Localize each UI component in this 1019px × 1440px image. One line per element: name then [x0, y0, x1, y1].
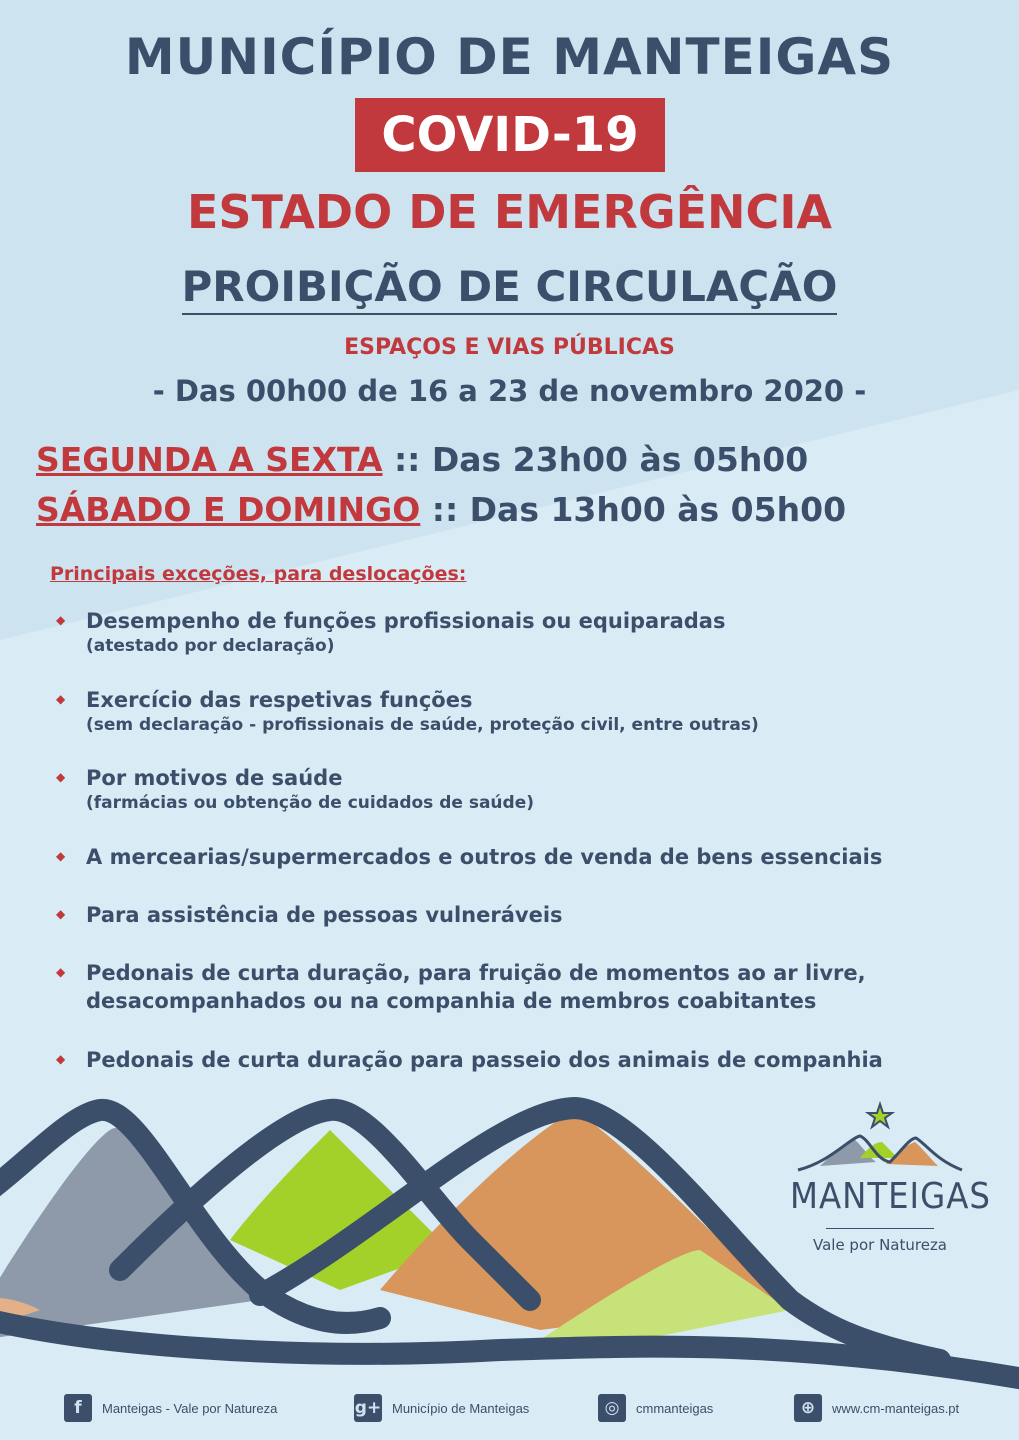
schedule-day: SEGUNDA A SEXTA	[36, 440, 383, 479]
exception-main: A mercearias/supermercados e outros de venda de bens essenciais	[86, 845, 883, 869]
instagram-icon: ◎	[598, 1394, 626, 1422]
exception-main: Pedonais de curta duração para passeio dos animais de companhia	[86, 1048, 883, 1072]
footer-text: cmmanteigas	[636, 1400, 714, 1416]
logo-divider	[826, 1228, 934, 1229]
prohibition-title	[0, 262, 1019, 311]
exception-note: (farmácias ou obtenção de cuidados de saúde)	[86, 793, 535, 813]
exception-main: Exercício das respetivas funções	[86, 688, 473, 712]
exception-item	[56, 686, 996, 736]
schedule-day: SÁBADO E DOMINGO	[36, 490, 421, 529]
logo-name: MANTEIGAS	[790, 1176, 991, 1217]
exception-main: Desempenho de funções profissionais ou equiparadas	[86, 609, 726, 633]
bullet-icon: ◆	[56, 849, 66, 863]
exception-item	[56, 764, 996, 814]
exception-item	[56, 607, 996, 657]
bullet-icon: ◆	[56, 770, 66, 784]
footer	[0, 1390, 1019, 1430]
exception-item	[56, 1046, 996, 1074]
bullet-icon: ◆	[56, 692, 66, 706]
exception-main: Pedonais de curta duração, para fruição de momentos ao ar livre,	[86, 961, 866, 985]
exception-note: (sem declaração - profissionais de saúde, proteção civil, entre outras)	[86, 715, 759, 735]
exception-item	[56, 901, 996, 929]
exception-note: (atestado por declaração)	[86, 636, 335, 656]
bullet-icon: ◆	[56, 1052, 66, 1066]
logo-mountains-icon	[790, 1100, 970, 1176]
facebook-icon: f	[64, 1394, 92, 1422]
exceptions-heading: Principais exceções, para deslocações:	[50, 563, 467, 585]
spaces-subtitle: ESPAÇOS E VIAS PÚBLICAS	[344, 335, 675, 360]
exception-main: Por motivos de saúde	[86, 766, 343, 790]
footer-instagram[interactable]	[598, 1390, 713, 1426]
schedule-weekend	[36, 490, 846, 529]
manteigas-logo	[790, 1100, 991, 1254]
bullet-icon: ◆	[56, 965, 66, 979]
logo-tagline: Vale por Natureza	[812, 1236, 948, 1254]
schedule-weekdays	[36, 440, 808, 479]
footer-text: www.cm-manteigas.pt	[832, 1400, 960, 1416]
schedule-hours: :: Das 23h00 às 05h00	[382, 440, 809, 479]
bullet-icon: ◆	[56, 907, 66, 921]
exception-item	[56, 843, 996, 871]
schedule-hours: :: Das 13h00 às 05h00	[420, 490, 847, 529]
google-plus-icon: g+	[354, 1394, 382, 1422]
prohibition-text: PROIBIÇÃO DE CIRCULAÇÃO	[182, 262, 838, 315]
footer-website[interactable]	[794, 1390, 959, 1426]
globe-icon: ⊕	[794, 1394, 822, 1422]
footer-google-plus[interactable]	[354, 1390, 529, 1426]
covid-badge: COVID-19	[355, 98, 665, 172]
emergency-title: ESTADO DE EMERGÊNCIA	[186, 185, 833, 239]
exception-item	[56, 959, 996, 1015]
footer-text: Manteigas - Vale por Natureza	[102, 1400, 278, 1416]
exception-main: Para assistência de pessoas vulneráveis	[86, 903, 563, 927]
exception-main-continued: desacompanhados ou na companhia de membros coabitantes	[86, 989, 817, 1013]
footer-facebook[interactable]	[64, 1390, 277, 1426]
municipality-title: MUNICÍPIO DE MANTEIGAS	[124, 28, 895, 86]
date-range: - Das 00h00 de 16 a 23 de novembro 2020 -	[152, 374, 867, 408]
footer-text: Município de Manteigas	[392, 1400, 530, 1416]
bullet-icon: ◆	[56, 613, 66, 627]
